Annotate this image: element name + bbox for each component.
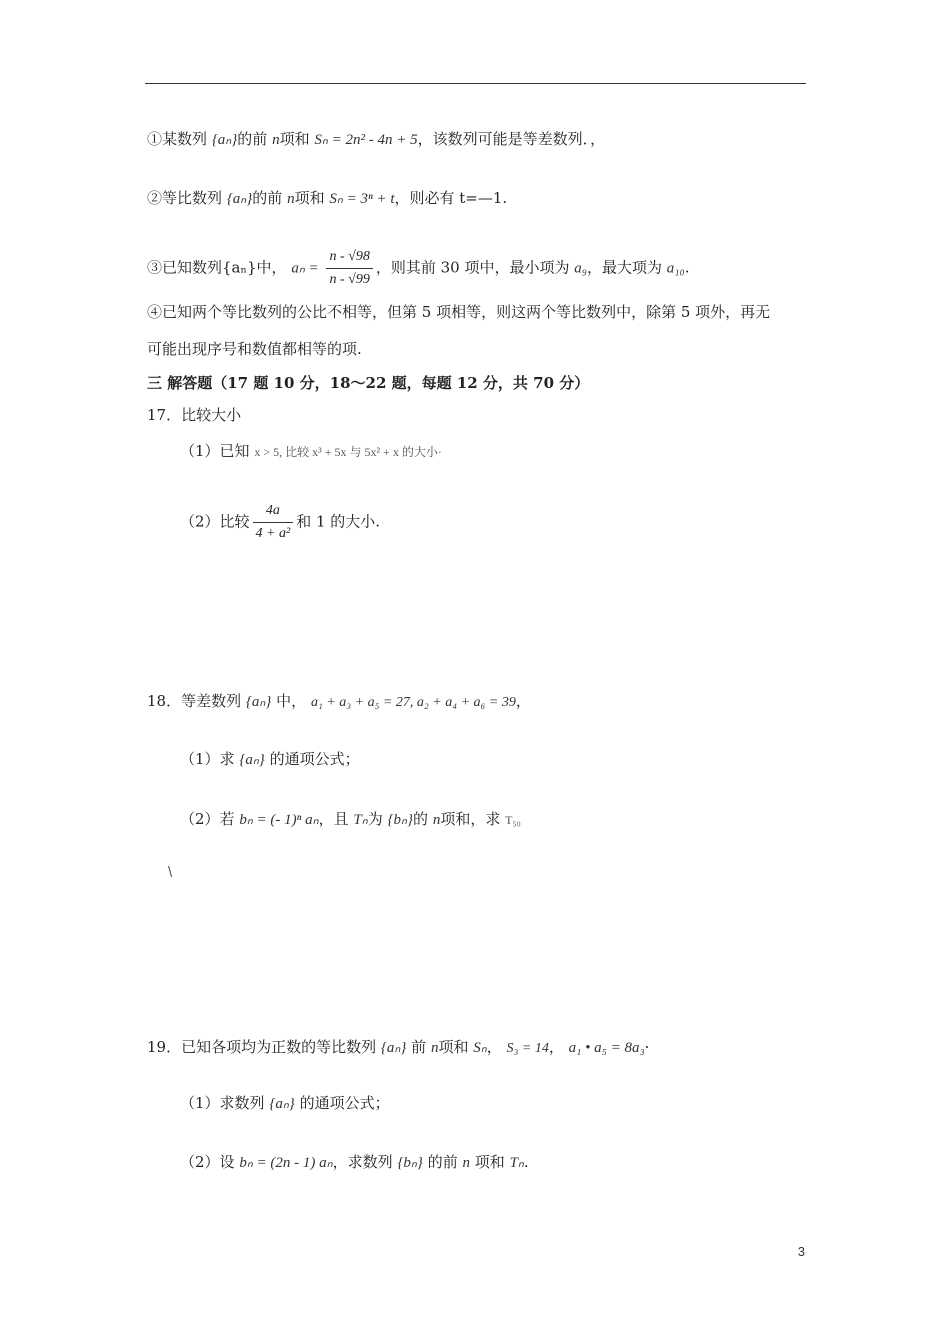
statement-3-min-term: a₉ — [574, 260, 587, 277]
question-18-part-2-n: n — [432, 812, 441, 828]
question-18-part-1-label: （1）求 — [180, 750, 235, 768]
statement-1-n: n — [272, 132, 280, 148]
question-17-part-2 — [180, 500, 380, 545]
question-19-part-2-label: （2）设 — [180, 1153, 235, 1171]
question-19-part-1 — [180, 1092, 390, 1115]
question-18-part-2-text-1: ，且 — [318, 810, 349, 828]
question-19-part-2-text-2: 的前 — [427, 1153, 458, 1171]
question-18-part-1-sequence: {aₙ} — [239, 752, 265, 768]
statement-3-text-c: ，最大项为 — [586, 258, 662, 277]
question-19-text-e: · — [644, 1038, 650, 1056]
question-19-part-2-tn: Tₙ — [509, 1155, 524, 1171]
statement-4-line-2 — [147, 338, 362, 360]
question-18-text-end: ， — [515, 692, 531, 710]
question-18-part-2-label: （2）若 — [180, 810, 235, 828]
header-rule — [145, 83, 806, 84]
question-19-part-2-text-1: ，求数列 — [332, 1153, 393, 1171]
statement-2-sequence: {aₙ} — [226, 191, 253, 207]
stray-backslash: \ — [168, 864, 173, 881]
statement-2-text-a: 等比数列 — [162, 189, 223, 207]
statement-3-text-d: . — [684, 258, 690, 277]
question-18-title: 18．等差数列 — [147, 692, 242, 710]
statement-1-text-a: 某数列 — [162, 130, 208, 148]
question-19-part-1-sequence: {aₙ} — [269, 1096, 295, 1112]
question-17-part-1-label: （1）已知 — [180, 442, 250, 460]
statement-2-marker: ② — [147, 189, 163, 207]
statement-1-sequence: {aₙ} — [211, 132, 238, 148]
question-18-part-2-bn-sequence: {bₙ} — [387, 812, 414, 828]
question-19-title: 19．已知各项均为正数的等比数列 — [147, 1038, 377, 1056]
statement-2-text-d: ，则必有 t=—1. — [394, 189, 508, 207]
question-19-sequence: {aₙ} — [380, 1040, 407, 1056]
question-17-part-1-expression: x > 5, 比较 x³ + 5x 与 5x² + x 的大小· — [254, 445, 442, 459]
statement-2-text-c: 项和 — [294, 189, 325, 207]
question-19-text-d: ， — [548, 1038, 564, 1056]
statement-3 — [147, 246, 689, 291]
statement-3-general-term: aₙ = — [291, 260, 319, 277]
question-19-text-a: 前 — [411, 1038, 427, 1056]
question-19-s3-condition: S₃ = 14 — [506, 1041, 549, 1056]
statement-2-sum-formula: Sₙ = 3ⁿ + t — [329, 191, 395, 207]
question-19-part-1-text: 的通项公式； — [299, 1094, 390, 1112]
question-19-text-b: 项和 — [438, 1038, 469, 1056]
statement-4-marker: ④ — [147, 303, 163, 321]
statement-3-text-b: ，则其前 30 项中，最小项为 — [375, 258, 570, 277]
question-19-part-2 — [180, 1151, 529, 1174]
question-18-title-line — [147, 690, 531, 714]
statement-3-fraction-numerator: n - √98 — [326, 246, 372, 269]
question-17-part-2-text: 和 1 的大小. — [296, 512, 381, 531]
question-18-conditions: a₁ + a₃ + a₅ = 27, a₂ + a₄ + a₆ = 39 — [310, 695, 516, 710]
section-heading: 三 解答题（17 题 10 分，18～22 题，每题 12 分，共 70 分） — [147, 374, 590, 392]
statement-3-text-a: 已知数列{aₙ}中， — [162, 258, 287, 277]
question-19-part-2-text-4: . — [523, 1153, 529, 1171]
statement-3-fraction-denominator: n - √99 — [329, 272, 370, 287]
question-18-part-1-text: 的通项公式； — [269, 750, 360, 768]
question-17-part-2-denominator: 4 + a² — [255, 526, 291, 541]
question-17-part-2-fraction — [253, 500, 294, 545]
statement-2 — [147, 187, 507, 210]
question-19-part-2-bn-formula: bₙ = (2n - 1) aₙ — [239, 1155, 333, 1171]
statement-3-fraction — [326, 246, 372, 291]
question-18-part-2 — [180, 808, 521, 831]
statement-1-marker: ① — [147, 130, 163, 148]
statement-1 — [147, 128, 605, 151]
question-18-part-2-text-4: 项和，求 — [440, 810, 501, 828]
statement-4-text-line-1: 已知两个等比数列的公比不相等，但第 5 项相等，则这两个等比数列中，除第 5 项外，再无 — [162, 303, 771, 321]
question-18-part-1 — [180, 748, 360, 771]
question-17-part-2-numerator: 4a — [253, 500, 294, 523]
question-19-n: n — [430, 1040, 439, 1056]
question-17-part-1 — [180, 440, 442, 463]
question-19-text-c: ， — [486, 1038, 502, 1056]
statement-1-sum-formula: Sₙ = 2n² - 4n + 5 — [314, 132, 418, 148]
question-17-part-2-label: （2）比较 — [180, 512, 250, 531]
statement-2-text-b: 的前 — [252, 189, 283, 207]
question-19-part-2-text-3: 项和 — [474, 1153, 505, 1171]
statement-3-max-term: a₁₀ — [666, 260, 685, 277]
statement-2-n: n — [287, 191, 295, 207]
question-19-product-condition: a₁ • a₅ = 8a₃ — [568, 1040, 645, 1056]
question-18-sequence: {aₙ} — [245, 694, 272, 710]
question-18-part-2-text-3: 的 — [413, 810, 429, 828]
page-number: 3 — [797, 1244, 805, 1259]
question-19-part-1-label: （1）求数列 — [180, 1094, 265, 1112]
question-18-part-2-tn: Tₙ — [353, 812, 368, 828]
question-18-part-2-bn-formula: bₙ = (- 1)ⁿ aₙ — [239, 812, 319, 828]
question-17-title: 17．比较大小 — [147, 406, 242, 424]
question-18-part-2-t50: T₅₀ — [505, 813, 521, 827]
question-19-sn: Sₙ — [473, 1040, 487, 1056]
question-18-text-mid: 中， — [276, 692, 307, 710]
question-19-title-line — [147, 1036, 649, 1060]
statement-1-text-b: 的前 — [237, 130, 268, 148]
question-18-part-2-text-2: 为 — [367, 810, 383, 828]
statement-4-line-1 — [147, 301, 770, 323]
statement-3-marker: ③ — [147, 258, 163, 277]
statement-4-text-line-2: 可能出现序号和数值都相等的项. — [147, 340, 362, 358]
question-19-part-2-bn-sequence: {bₙ} — [397, 1155, 423, 1171]
statement-1-text-c: 项和 — [279, 130, 310, 148]
statement-1-text-d: ，该数列可能是等差数列．， — [417, 130, 606, 148]
question-19-part-2-n: n — [462, 1155, 470, 1171]
